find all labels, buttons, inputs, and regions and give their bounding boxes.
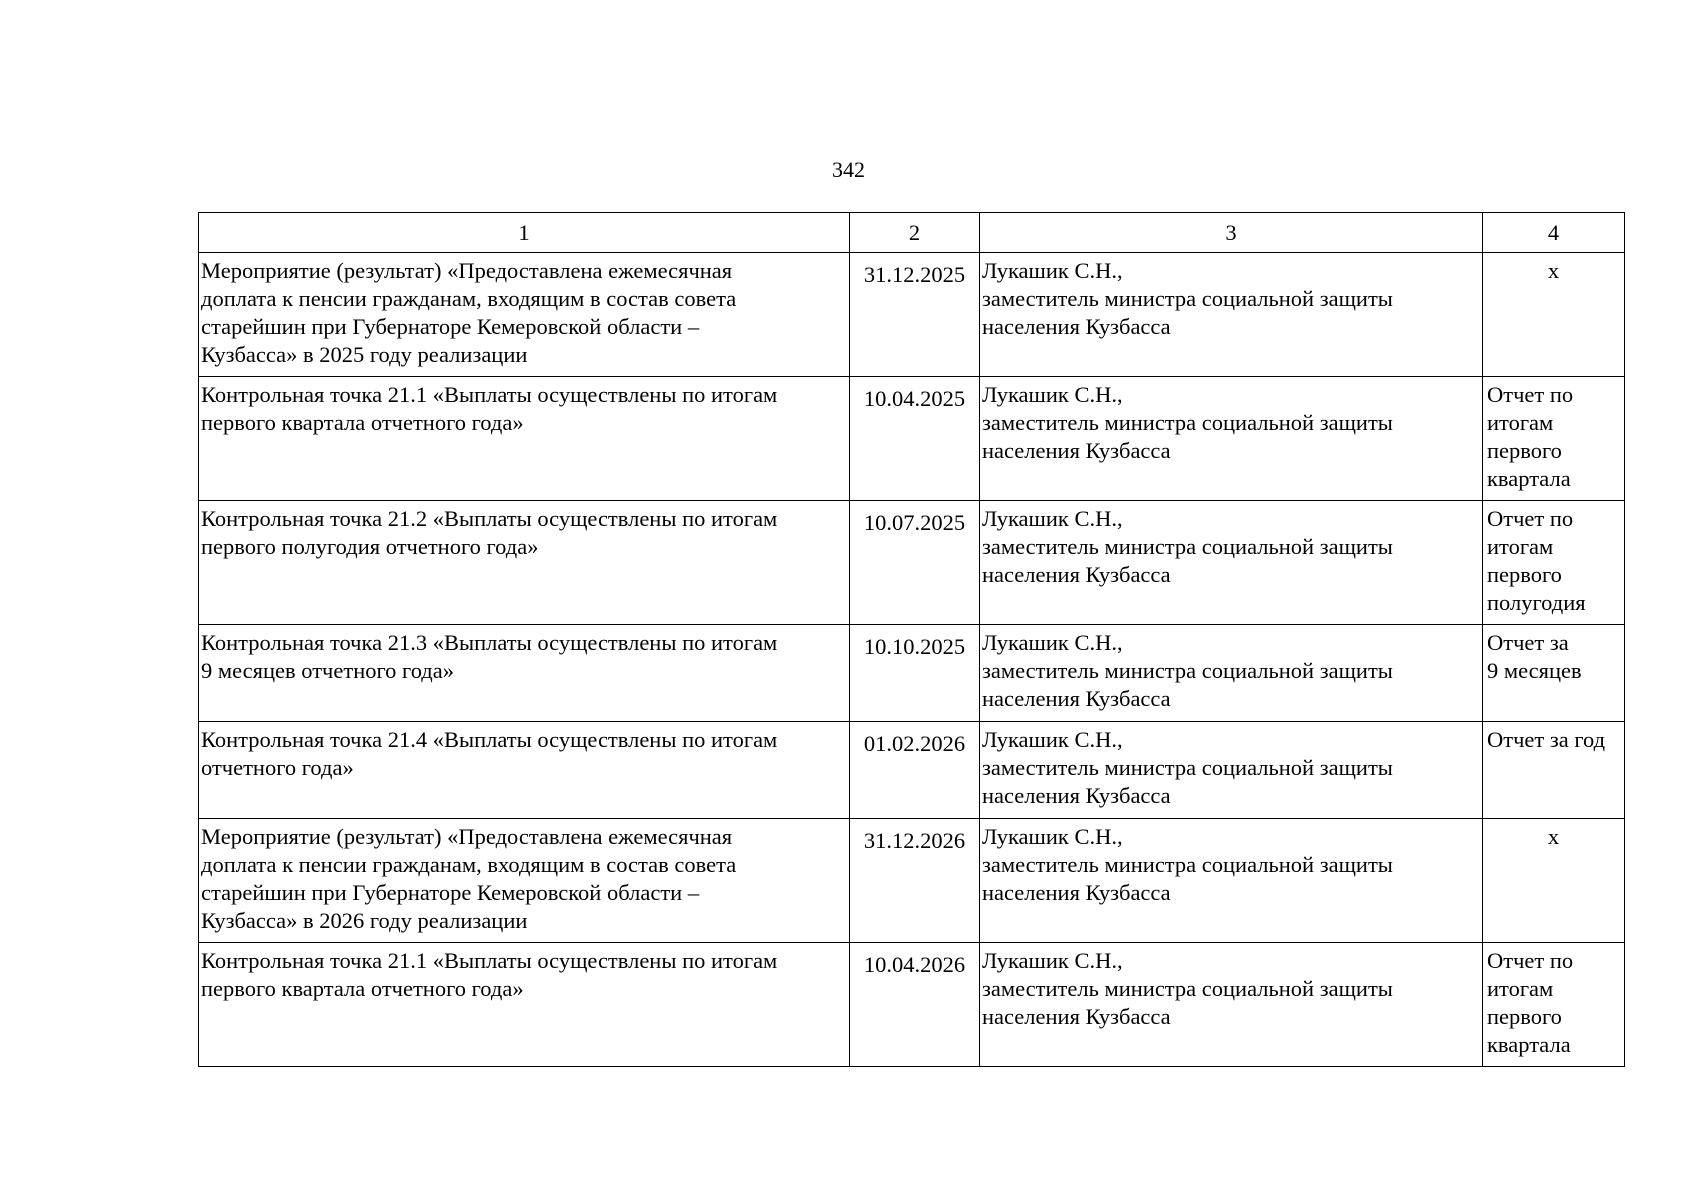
column-header: 1	[199, 213, 850, 253]
column-header: 3	[980, 213, 1483, 253]
responsible-cell: Лукашик С.Н., заместитель министра социальной защиты населения Кузбасса	[980, 819, 1483, 943]
table-row	[199, 943, 1625, 1067]
date-cell: 10.07.2025	[850, 501, 980, 625]
responsible-cell: Лукашик С.Н., заместитель министра социальной защиты населения Кузбасса	[980, 943, 1483, 1067]
table-row	[199, 625, 1625, 722]
report-cell: Отчет по итогам первого полугодия	[1483, 501, 1625, 625]
table-row	[199, 377, 1625, 501]
date-cell: 31.12.2025	[850, 253, 980, 377]
activity-cell: Мероприятие (результат) «Предоставлена ежемесячная доплата к пенсии гражданам, входящим в состав совета старейшин при Губернаторе Кемеровской области – Кузбасса» в 2026 году реализации	[199, 819, 850, 943]
column-header: 2	[850, 213, 980, 253]
date-cell: 10.04.2026	[850, 943, 980, 1067]
report-cell: х	[1483, 819, 1625, 943]
activity-cell: Контрольная точка 21.4 «Выплаты осуществлены по итогам отчетного года»	[199, 722, 850, 819]
report-cell: Отчет за 9 месяцев	[1483, 625, 1625, 722]
table-row	[199, 501, 1625, 625]
activity-cell: Контрольная точка 21.2 «Выплаты осуществлены по итогам первого полугодия отчетного года»	[199, 501, 850, 625]
date-cell: 10.10.2025	[850, 625, 980, 722]
report-cell: х	[1483, 253, 1625, 377]
table-row	[199, 819, 1625, 943]
activity-cell: Мероприятие (результат) «Предоставлена ежемесячная доплата к пенсии гражданам, входящим в состав совета старейшин при Губернаторе Кемеровской области – Кузбасса» в 2025 году реализации	[199, 253, 850, 377]
responsible-cell: Лукашик С.Н., заместитель министра социальной защиты населения Кузбасса	[980, 722, 1483, 819]
report-cell: Отчет по итогам первого квартала	[1483, 377, 1625, 501]
table-header-row	[199, 213, 1625, 253]
responsible-cell: Лукашик С.Н., заместитель министра социальной защиты населения Кузбасса	[980, 377, 1483, 501]
responsible-cell: Лукашик С.Н., заместитель министра социальной защиты населения Кузбасса	[980, 253, 1483, 377]
column-header: 4	[1483, 213, 1625, 253]
page-number: 342	[832, 157, 865, 182]
date-cell: 10.04.2025	[850, 377, 980, 501]
activity-cell: Контрольная точка 21.1 «Выплаты осуществлены по итогам первого квартала отчетного года»	[199, 943, 850, 1067]
table-row	[199, 253, 1625, 377]
date-cell: 01.02.2026	[850, 722, 980, 819]
plan-table	[198, 212, 1625, 1067]
table-row	[199, 722, 1625, 819]
report-cell: Отчет за год	[1483, 722, 1625, 819]
report-cell: Отчет по итогам первого квартала	[1483, 943, 1625, 1067]
responsible-cell: Лукашик С.Н., заместитель министра социальной защиты населения Кузбасса	[980, 501, 1483, 625]
date-cell: 31.12.2026	[850, 819, 980, 943]
activity-cell: Контрольная точка 21.3 «Выплаты осуществлены по итогам 9 месяцев отчетного года»	[199, 625, 850, 722]
activity-cell: Контрольная точка 21.1 «Выплаты осуществлены по итогам первого квартала отчетного года»	[199, 377, 850, 501]
responsible-cell: Лукашик С.Н., заместитель министра социальной защиты населения Кузбасса	[980, 625, 1483, 722]
